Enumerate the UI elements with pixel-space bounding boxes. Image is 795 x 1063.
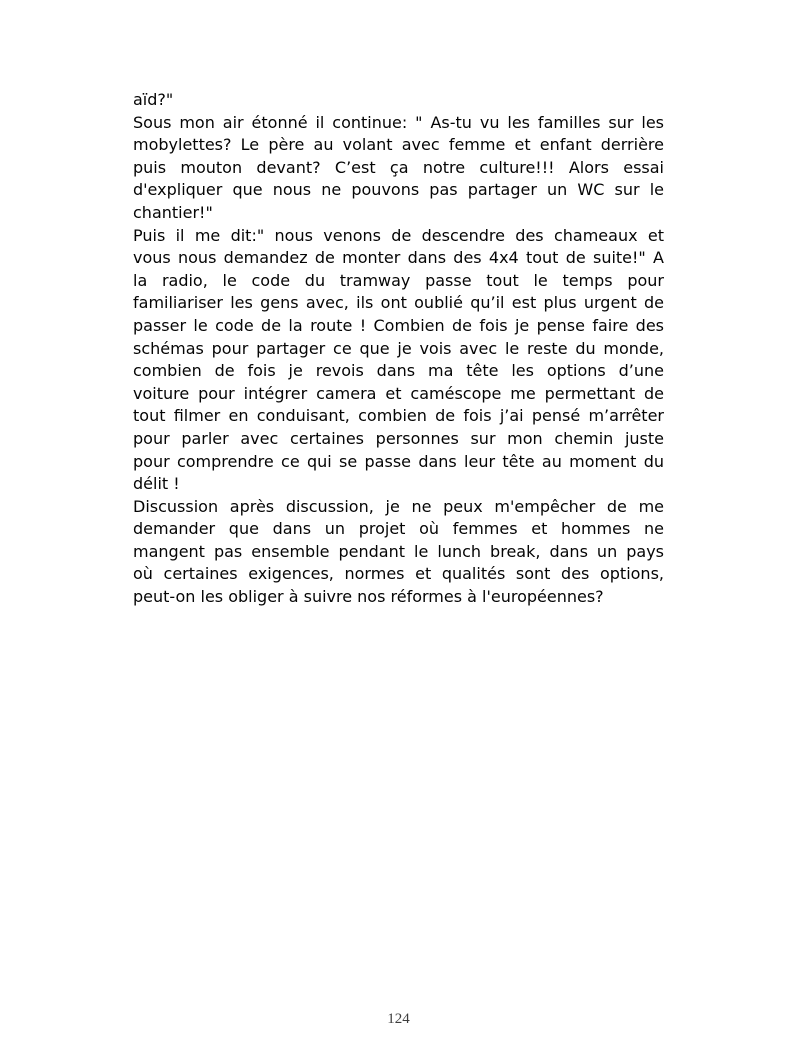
text-line: pour comprendre ce qui se passe dans leur tête au moment du xyxy=(133,451,664,471)
text-line: où certaines exigences, normes et qualités sont des options, xyxy=(133,564,664,584)
text-line: demander que dans un projet où femmes et hommes ne xyxy=(133,519,664,539)
text-line: chantier!" xyxy=(133,202,213,222)
text-line: puis mouton devant? C’est ça notre culture!!! Alors essai xyxy=(133,157,664,177)
text-line: voiture pour intégrer camera et caméscope me permettant de xyxy=(133,383,664,403)
text-line: passer le code de la route ! Combien de fois je pense faire des xyxy=(133,315,664,335)
text-line: familiariser les gens avec, ils ont oublié qu’il est plus urgent de xyxy=(133,293,664,313)
text-line: Puis il me dit:" nous venons de descendre des chameaux et xyxy=(133,225,664,245)
text-line: Sous mon air étonné il continue: " As-tu vu les familles sur les xyxy=(133,112,664,132)
text-line: vous nous demandez de monter dans des 4x4 tout de suite!" A xyxy=(133,248,664,268)
text-line: délit ! xyxy=(133,474,180,494)
paragraph xyxy=(133,225,664,496)
paragraph xyxy=(133,496,664,609)
text-line: Discussion après discussion, je ne peux m'empêcher de me xyxy=(133,496,664,516)
text-line: mangent pas ensemble pendant le lunch break, dans un pays xyxy=(133,541,664,561)
text-line: aïd?" xyxy=(133,90,174,109)
text-line: peut-on les obliger à suivre nos réformes à l'européennes? xyxy=(133,587,604,607)
page-number: 124 xyxy=(387,1011,410,1027)
text-line: schémas pour partager ce que je vois avec le reste du monde, xyxy=(133,338,664,358)
text-line: tout filmer en conduisant, combien de fois j’ai pensé m’arrêter xyxy=(133,406,664,426)
text-line: pour parler avec certaines personnes sur mon chemin juste xyxy=(133,428,664,448)
text-block xyxy=(133,89,664,609)
text-line: combien de fois je revois dans ma tête les options d’une xyxy=(133,361,664,381)
paragraph xyxy=(133,112,664,225)
text-line: d'expliquer que nous ne pouvons pas partager un WC sur le xyxy=(133,180,664,200)
text-line: la radio, le code du tramway passe tout le temps pour xyxy=(133,270,664,290)
paragraph xyxy=(133,89,664,112)
text-line: mobylettes? Le père au volant avec femme et enfant derrière xyxy=(133,135,664,155)
